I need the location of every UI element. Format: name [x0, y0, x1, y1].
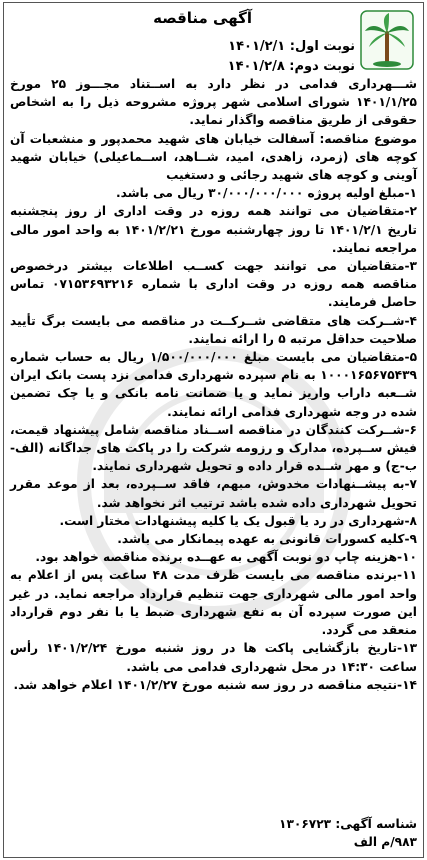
tender-advertisement: [3, 2, 424, 858]
list-item: ۱۱-برنده مناقصه می بایست ظرف مدت ۴۸ ساعت پس از اعلام به واحد امور مالی شهرداری جهت تنظیم قرارداد مراجعه نماید. در غیر این صورت سپرده آن به نفع شهرداری ضبط یا با نفر دوم قرارداد منعقد می گردد.: [10, 568, 417, 638]
ad-body: [10, 75, 417, 694]
list-item: ۷-به پیشــنهادات مخدوش، مبهم، فاقد ســپرده، بعد از موعد مقرر تحویل شهرداری داده شده باشد ترتیب اثر نخواهد شد.: [10, 477, 417, 510]
list-item: ۲-متقاضیان می توانند همه روزه در وقت اداری از روز پنجشنبه تاریخ ۱۴۰۱/۲/۱ تا روز چهارشنبه مورخ ۱۴۰۱/۲/۲۱ به واحد امور مالی مراجعه نمایند.: [10, 204, 417, 255]
subject-paragraph: موضوع مناقصه: آسفالت خیابان های شهید محمدپور و منشعبات آن کوچه های (زمرد، زاهدی، امید، شــاهد، اســماعیلی) خیابان شهید آوینی و کوچه های شهید رجائی و دستغیب: [10, 131, 417, 183]
list-item: ۱۴-نتیجه مناقصه در روز سه شنبه مورخ ۱۴۰۱/۲/۲۷ اعلام خواهد شد.: [13, 677, 417, 692]
second-issue-date: نوبت دوم: ۱۴۰۱/۲/۸: [227, 59, 355, 74]
first-issue-date: نوبت اول: ۱۴۰۱/۲/۱: [228, 39, 355, 54]
list-item: ۱-مبلغ اولیه پروژه ۳۰/۰۰۰/۰۰۰/۰۰۰ ریال می باشد.: [115, 186, 417, 201]
list-item: ۵-متقاضیان می بایست مبلغ ۱/۵۰۰/۰۰۰/۰۰۰ ریال به حساب شماره ۱۰۰۰۱۶۵۶۷۵۴۳۹ به نام سپرده شهرداری فدامی نزد پست بانک ایران شــعبه داراب واریز نماید و یا ضمانت نامه بانکی و یا چک تضمین شده در وجه شهرداری فدامی ارائه نمایند.: [10, 350, 418, 419]
list-item: ۹-کلیه کسورات قانونی به عهده پیمانکار می باشد.: [117, 532, 417, 547]
ad-footer: [279, 815, 417, 851]
ad-title: آگهی مناقصه: [153, 9, 252, 27]
intro-paragraph: شـــهرداری فدامی در نظر دارد به اســتناد مجـــوز ۲۵ مورخ ۱۴۰۱/۱/۲۵ شورای اسلامی شهر پروژه مشروحه ذیل را به اشخاص حقوقی از طریق مناقصه واگذار نماید.: [10, 77, 417, 128]
ad-header: [10, 7, 417, 73]
list-item: ۶-شــرکت کنندگان در مناقصه اســناد مناقصه شامل پیشنهاد قیمت، فیش ســپرده، مدارک و رزومه شرکت را در پاکت های جداگانه (الف-ب-ج) و مهر شــده قرار داده و تحویل شهرداری نمایند.: [10, 422, 417, 474]
ad-code: ۹۸۳/م الف: [353, 834, 417, 849]
list-item: ۱۳-تاریخ بازگشایی پاکت ها در روز شنبه مورخ ۱۴۰۱/۲/۲۴ رأس ساعت ۱۴:۳۰ در محل شهرداری فدامی می باشد.: [10, 641, 418, 674]
list-item: ۱۰-هزینه چاپ دو نوبت آگهی به عهــده برنده مناقصه خواهد بود.: [35, 550, 417, 565]
ad-identifier: شناسه آگهی: ۱۳۰۶۷۲۳: [279, 816, 417, 831]
list-item: ۴-شــرکت های متقاضی شــرکــت در مناقصه می بایست برگ تأیید صلاحیت حداقل مرتبه ۵ را ارائه نمایند.: [10, 313, 417, 346]
list-item: ۳-متقاضیان می توانند جهت کســب اطلاعات بیشتر درخصوص مناقصه همه روزه در وقت اداری با شماره ۰۷۱۵۳۶۹۳۲۱۶ تماس حاصل فرمایند.: [10, 259, 417, 310]
palm-tree-icon: [359, 9, 415, 71]
list-item: ۸-شهرداری در رد یا قبول یک یا کلیه پیشنهادات مختار است.: [59, 513, 417, 528]
